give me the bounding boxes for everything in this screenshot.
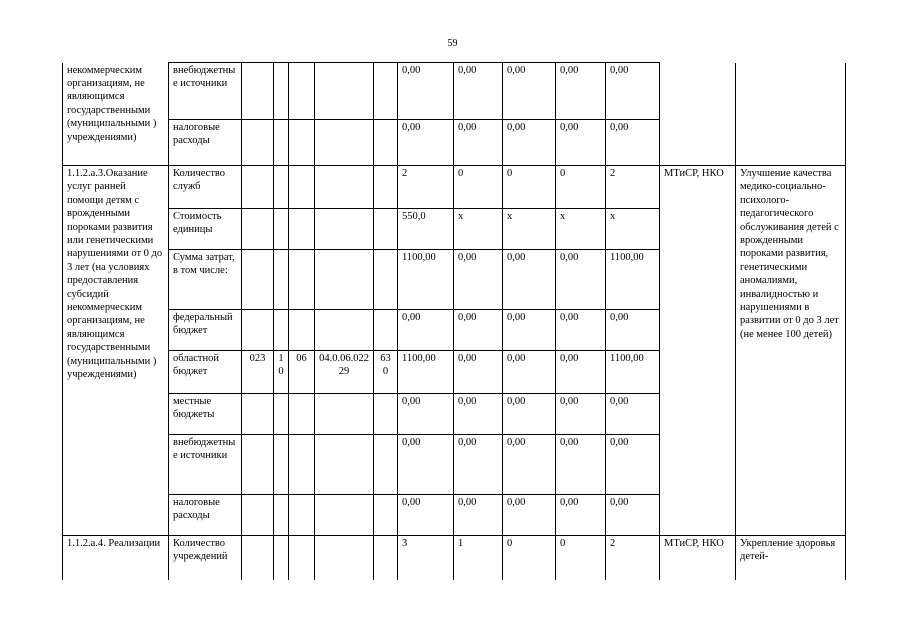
- value-cell: 0,00: [503, 394, 556, 435]
- value-cell: 0,00: [556, 120, 606, 166]
- measure-title: 1.1.2.а.3.Оказание услуг ранней помощи детям с врожденными пороками развития или генетическими нарушениями от 0 до 3 лет (на условиях предоставления субсидий некоммерческим организациям, не являющимся государственными (муниципальными ) учреждениями): [63, 166, 169, 536]
- csr-code: 04.0.06.02229: [315, 351, 374, 394]
- value-cell: х: [454, 209, 503, 250]
- value-cell: 2: [606, 166, 660, 209]
- value-cell: 0,00: [556, 495, 606, 536]
- value-cell: х: [556, 209, 606, 250]
- indicator-cell: Количество учреждений: [169, 536, 242, 580]
- result-cell: [736, 63, 846, 166]
- value-cell: 0,00: [556, 310, 606, 351]
- value-cell: 0,00: [556, 63, 606, 120]
- value-cell: х: [606, 209, 660, 250]
- indicator-cell: областной бюджет: [169, 351, 242, 394]
- value-cell: 0,00: [454, 435, 503, 495]
- table-row: [63, 63, 846, 120]
- value-cell: 0,00: [454, 495, 503, 536]
- value-cell: 0,00: [556, 351, 606, 394]
- value-cell: 0,00: [398, 63, 454, 120]
- value-cell: 550,0: [398, 209, 454, 250]
- executor-cell: МТиСР, НКО: [660, 166, 736, 536]
- value-cell: 0,00: [503, 63, 556, 120]
- value-cell: х: [503, 209, 556, 250]
- value-cell: 0: [556, 166, 606, 209]
- table-row: [63, 166, 846, 209]
- value-cell: 0,00: [503, 120, 556, 166]
- indicator-cell: внебюджетные источники: [169, 435, 242, 495]
- value-cell: 0,00: [503, 351, 556, 394]
- budget-table: [62, 62, 846, 580]
- indicator-cell: налоговые расходы: [169, 495, 242, 536]
- value-cell: 0,00: [556, 435, 606, 495]
- indicator-cell: федеральный бюджет: [169, 310, 242, 351]
- value-cell: 0,00: [503, 310, 556, 351]
- indicator-cell: местные бюджеты: [169, 394, 242, 435]
- value-cell: 0,00: [503, 435, 556, 495]
- rz-code: 10: [274, 351, 289, 394]
- value-cell: 0,00: [454, 250, 503, 310]
- value-cell: 0,00: [454, 394, 503, 435]
- indicator-cell: Сумма затрат, в том числе:: [169, 250, 242, 310]
- value-cell: 0,00: [503, 495, 556, 536]
- value-cell: 2: [398, 166, 454, 209]
- result-cell: Укрепление здоровья детей-: [736, 536, 846, 580]
- value-cell: 0: [503, 166, 556, 209]
- measure-title: 1.1.2.а.4. Реализации: [63, 536, 169, 580]
- page-number: 59: [447, 38, 458, 49]
- value-cell: 0: [556, 536, 606, 580]
- value-cell: 0,00: [454, 120, 503, 166]
- value-cell: 1100,00: [606, 351, 660, 394]
- value-cell: 0,00: [454, 310, 503, 351]
- value-cell: 0,00: [606, 435, 660, 495]
- value-cell: 0,00: [606, 120, 660, 166]
- indicator-cell: Количество служб: [169, 166, 242, 209]
- value-cell: 0,00: [606, 495, 660, 536]
- value-cell: 0,00: [556, 394, 606, 435]
- value-cell: 1100,00: [398, 250, 454, 310]
- result-cell: Улучшение качества медико-социально-психолого-педагогического обслуживания детей с врожденными пороками развития, генетическими аномалиями, инвалидностью и нарушениями в развитии от 0 до 3 лет (не менее 100 детей): [736, 166, 846, 536]
- value-cell: 0,00: [503, 250, 556, 310]
- value-cell: 0,00: [606, 310, 660, 351]
- measure-title: некоммерческим организациям, не являющимся государственными (муниципальными ) учреждениями): [63, 63, 169, 166]
- value-cell: 0,00: [398, 435, 454, 495]
- value-cell: 1100,00: [398, 351, 454, 394]
- value-cell: 1100,00: [606, 250, 660, 310]
- indicator-cell: налоговые расходы: [169, 120, 242, 166]
- indicator-cell: внебюджетные источники: [169, 63, 242, 120]
- grbs-code: 023: [242, 351, 274, 394]
- value-cell: 3: [398, 536, 454, 580]
- value-cell: 0: [454, 166, 503, 209]
- value-cell: 0,00: [398, 120, 454, 166]
- value-cell: 0,00: [398, 495, 454, 536]
- value-cell: 0,00: [454, 63, 503, 120]
- vr-code: 630: [374, 351, 398, 394]
- value-cell: 0,00: [398, 310, 454, 351]
- value-cell: 0,00: [606, 63, 660, 120]
- value-cell: 0: [503, 536, 556, 580]
- executor-cell: МТиСР, НКО: [660, 536, 736, 580]
- value-cell: 1: [454, 536, 503, 580]
- value-cell: 0,00: [398, 394, 454, 435]
- value-cell: 0,00: [556, 250, 606, 310]
- value-cell: 0,00: [606, 394, 660, 435]
- executor-cell: [660, 63, 736, 166]
- indicator-cell: Стоимость единицы: [169, 209, 242, 250]
- table-row: [63, 536, 846, 580]
- pr-code: 06: [289, 351, 315, 394]
- value-cell: 0,00: [454, 351, 503, 394]
- value-cell: 2: [606, 536, 660, 580]
